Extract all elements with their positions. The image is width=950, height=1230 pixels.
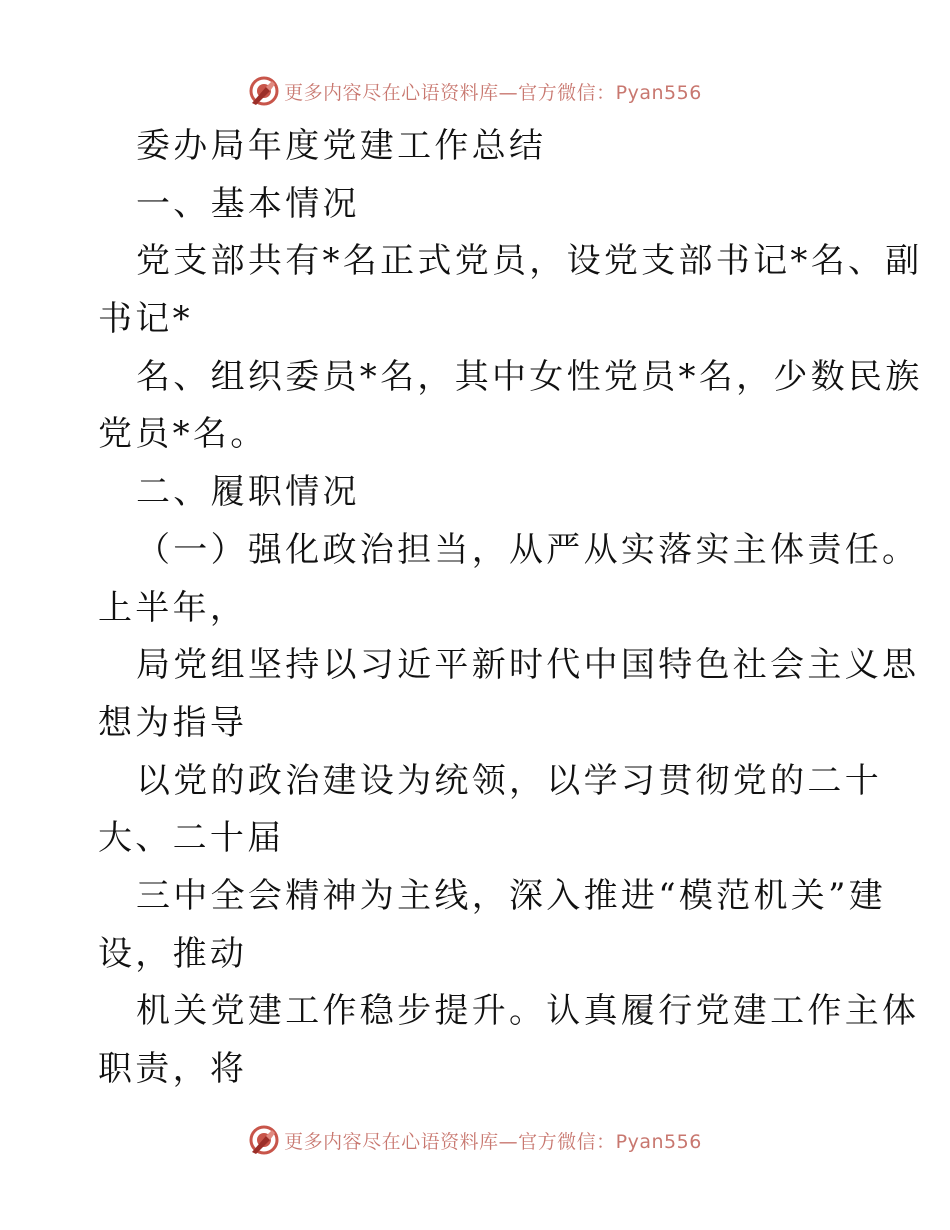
- document-line: 书记*: [98, 299, 193, 340]
- document-line: 设，推动: [98, 933, 248, 974]
- document-line: （一）强化政治担当，从严从实落实主体责任。: [136, 529, 920, 570]
- footer-watermark: [0, 1120, 950, 1160]
- document-line: 机关党建工作稳步提升。认真履行党建工作主体: [136, 991, 920, 1032]
- document-line: 一、基本情况: [136, 183, 360, 224]
- document-line: 想为指导: [98, 702, 248, 743]
- document-line: 名、组织委员*名，其中女性党员*名，少数民族: [136, 356, 923, 397]
- document-body: [98, 118, 923, 1099]
- document-line: 二、履职情况: [136, 472, 360, 513]
- watermark-text: 更多内容尽在心语资料库—官方微信：Pyan556: [284, 1130, 702, 1153]
- watermark-text: 更多内容尽在心语资料库—官方微信：Pyan556: [284, 81, 702, 104]
- document-line: 大、二十届: [98, 818, 285, 859]
- header-watermark: [0, 71, 950, 111]
- document-line: 党员*名。: [98, 414, 268, 455]
- pen-logo-icon: [248, 1124, 280, 1156]
- document-line: 以党的政治建设为统领，以学习贯彻党的二十: [136, 760, 882, 801]
- document-line: 职责，将: [98, 1049, 248, 1089]
- pen-logo-icon: [248, 75, 280, 107]
- document-line: 局党组坚持以习近平新时代中国特色社会主义思: [136, 645, 920, 686]
- document-line: 党支部共有*名正式党员，设党支部书记*名、副: [136, 241, 923, 282]
- document-line: 三中全会精神为主线，深入推进“模范机关”建: [136, 875, 887, 916]
- document-line: 委办局年度党建工作总结: [136, 126, 547, 166]
- document-line: 上半年，: [98, 587, 248, 628]
